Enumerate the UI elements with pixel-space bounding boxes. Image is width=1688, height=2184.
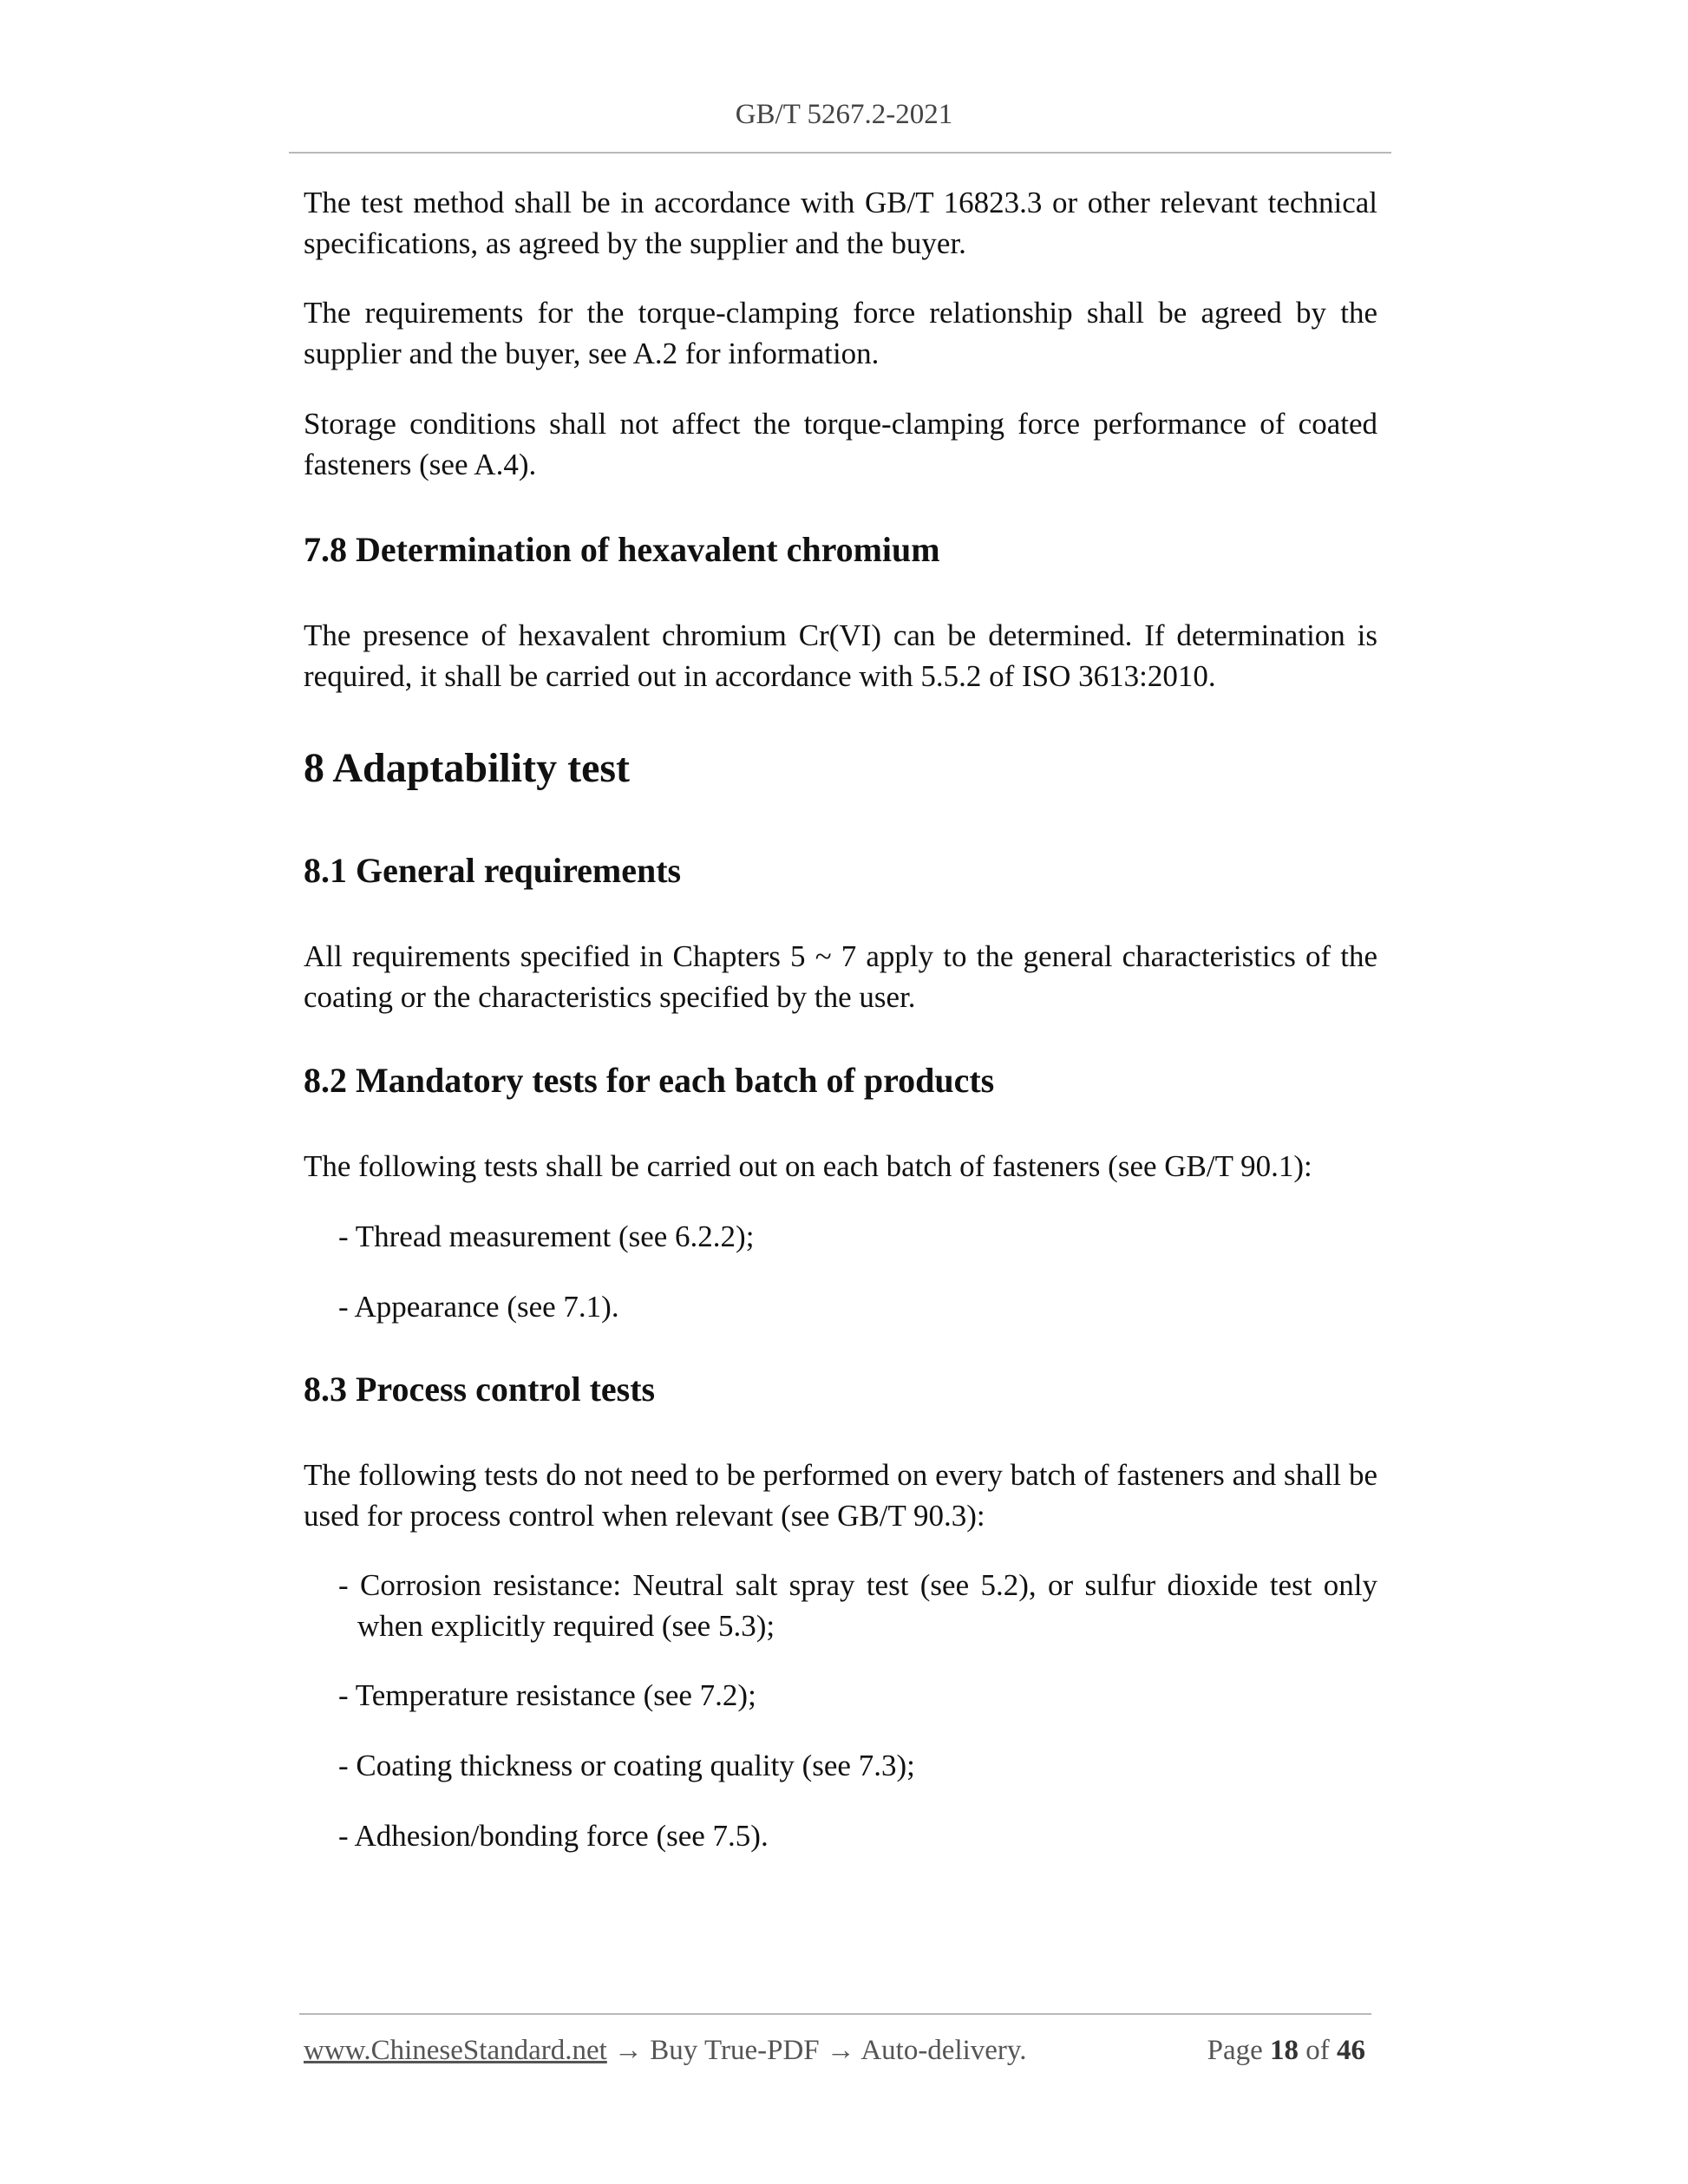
paragraph-hexavalent-chromium: The presence of hexavalent chromium Cr(VI) can be determined. If determination is required, it shall be carried out in accordance with 5.5.2 of ISO 3613:2010.	[304, 618, 1377, 693]
page-of-label: of	[1305, 2035, 1330, 2066]
heading-8-1: 8.1 General requirements	[304, 851, 682, 890]
heading-8: 8 Adaptability test	[304, 745, 631, 791]
page-number: 18	[1270, 2035, 1299, 2066]
paragraph-storage-conditions: Storage conditions shall not affect the torque-clamping force performance of coated fasteners (see A.4).	[304, 407, 1377, 481]
footer-promo	[304, 2033, 1027, 2068]
footer-divider	[299, 2013, 1371, 2015]
arrow-right-icon: →	[826, 2035, 855, 2066]
heading-8-2: 8.2 Mandatory tests for each batch of products	[304, 1061, 995, 1100]
header-title: GB/T 5267.2-2021	[735, 99, 953, 130]
list-item-corrosion-resistance: - Corrosion resistance: Neutral salt spray test (see 5.2), or sulfur dioxide test only when explicitly required (see 5.3);	[338, 1568, 1377, 1643]
footer-delivery-text: Auto-delivery.	[860, 2035, 1027, 2066]
list-item-temperature-resistance: - Temperature resistance (see 7.2);	[338, 1678, 756, 1712]
arrow-right-icon: →	[614, 2035, 644, 2066]
list-item-coating-thickness: - Coating thickness or coating quality (see 7.3);	[338, 1749, 915, 1782]
paragraph-test-method: The test method shall be in accordance with GB/T 16823.3 or other relevant technical specifications, as agreed by the supplier and the buyer.	[304, 186, 1377, 260]
list-item-appearance: - Appearance (see 7.1).	[338, 1290, 619, 1324]
paragraph-torque-clamping: The requirements for the torque-clamping force relationship shall be agreed by the supplier and the buyer, see A.2 for information.	[304, 296, 1377, 370]
document-body	[304, 182, 1377, 1856]
footer-website-link[interactable]: www.ChineseStandard.net	[304, 2035, 607, 2066]
paragraph-general-requirements: All requirements specified in Chapters 5 ~ 7 apply to the general characteristics of the coating or the characteristics specified by the user.	[304, 939, 1377, 1014]
heading-7-8: 7.8 Determination of hexavalent chromium	[304, 530, 940, 569]
heading-8-3: 8.3 Process control tests	[304, 1370, 656, 1409]
footer-buy-text: Buy True-PDF	[650, 2035, 820, 2066]
page-indicator	[1207, 2033, 1365, 2068]
paragraph-mandatory-tests: The following tests shall be carried out on each batch of fasteners (see GB/T 90.1):	[304, 1149, 1312, 1183]
paragraph-process-control: The following tests do not need to be performed on every batch of fasteners and shall be used for process control when relevant (see GB/T 90.3):	[304, 1458, 1377, 1533]
list-item-thread-measurement: - Thread measurement (see 6.2.2);	[338, 1220, 755, 1253]
list-item-adhesion: - Adhesion/bonding force (see 7.5).	[338, 1819, 769, 1853]
page-total: 46	[1337, 2035, 1365, 2066]
header-divider	[289, 152, 1391, 154]
page-label: Page	[1207, 2035, 1263, 2066]
